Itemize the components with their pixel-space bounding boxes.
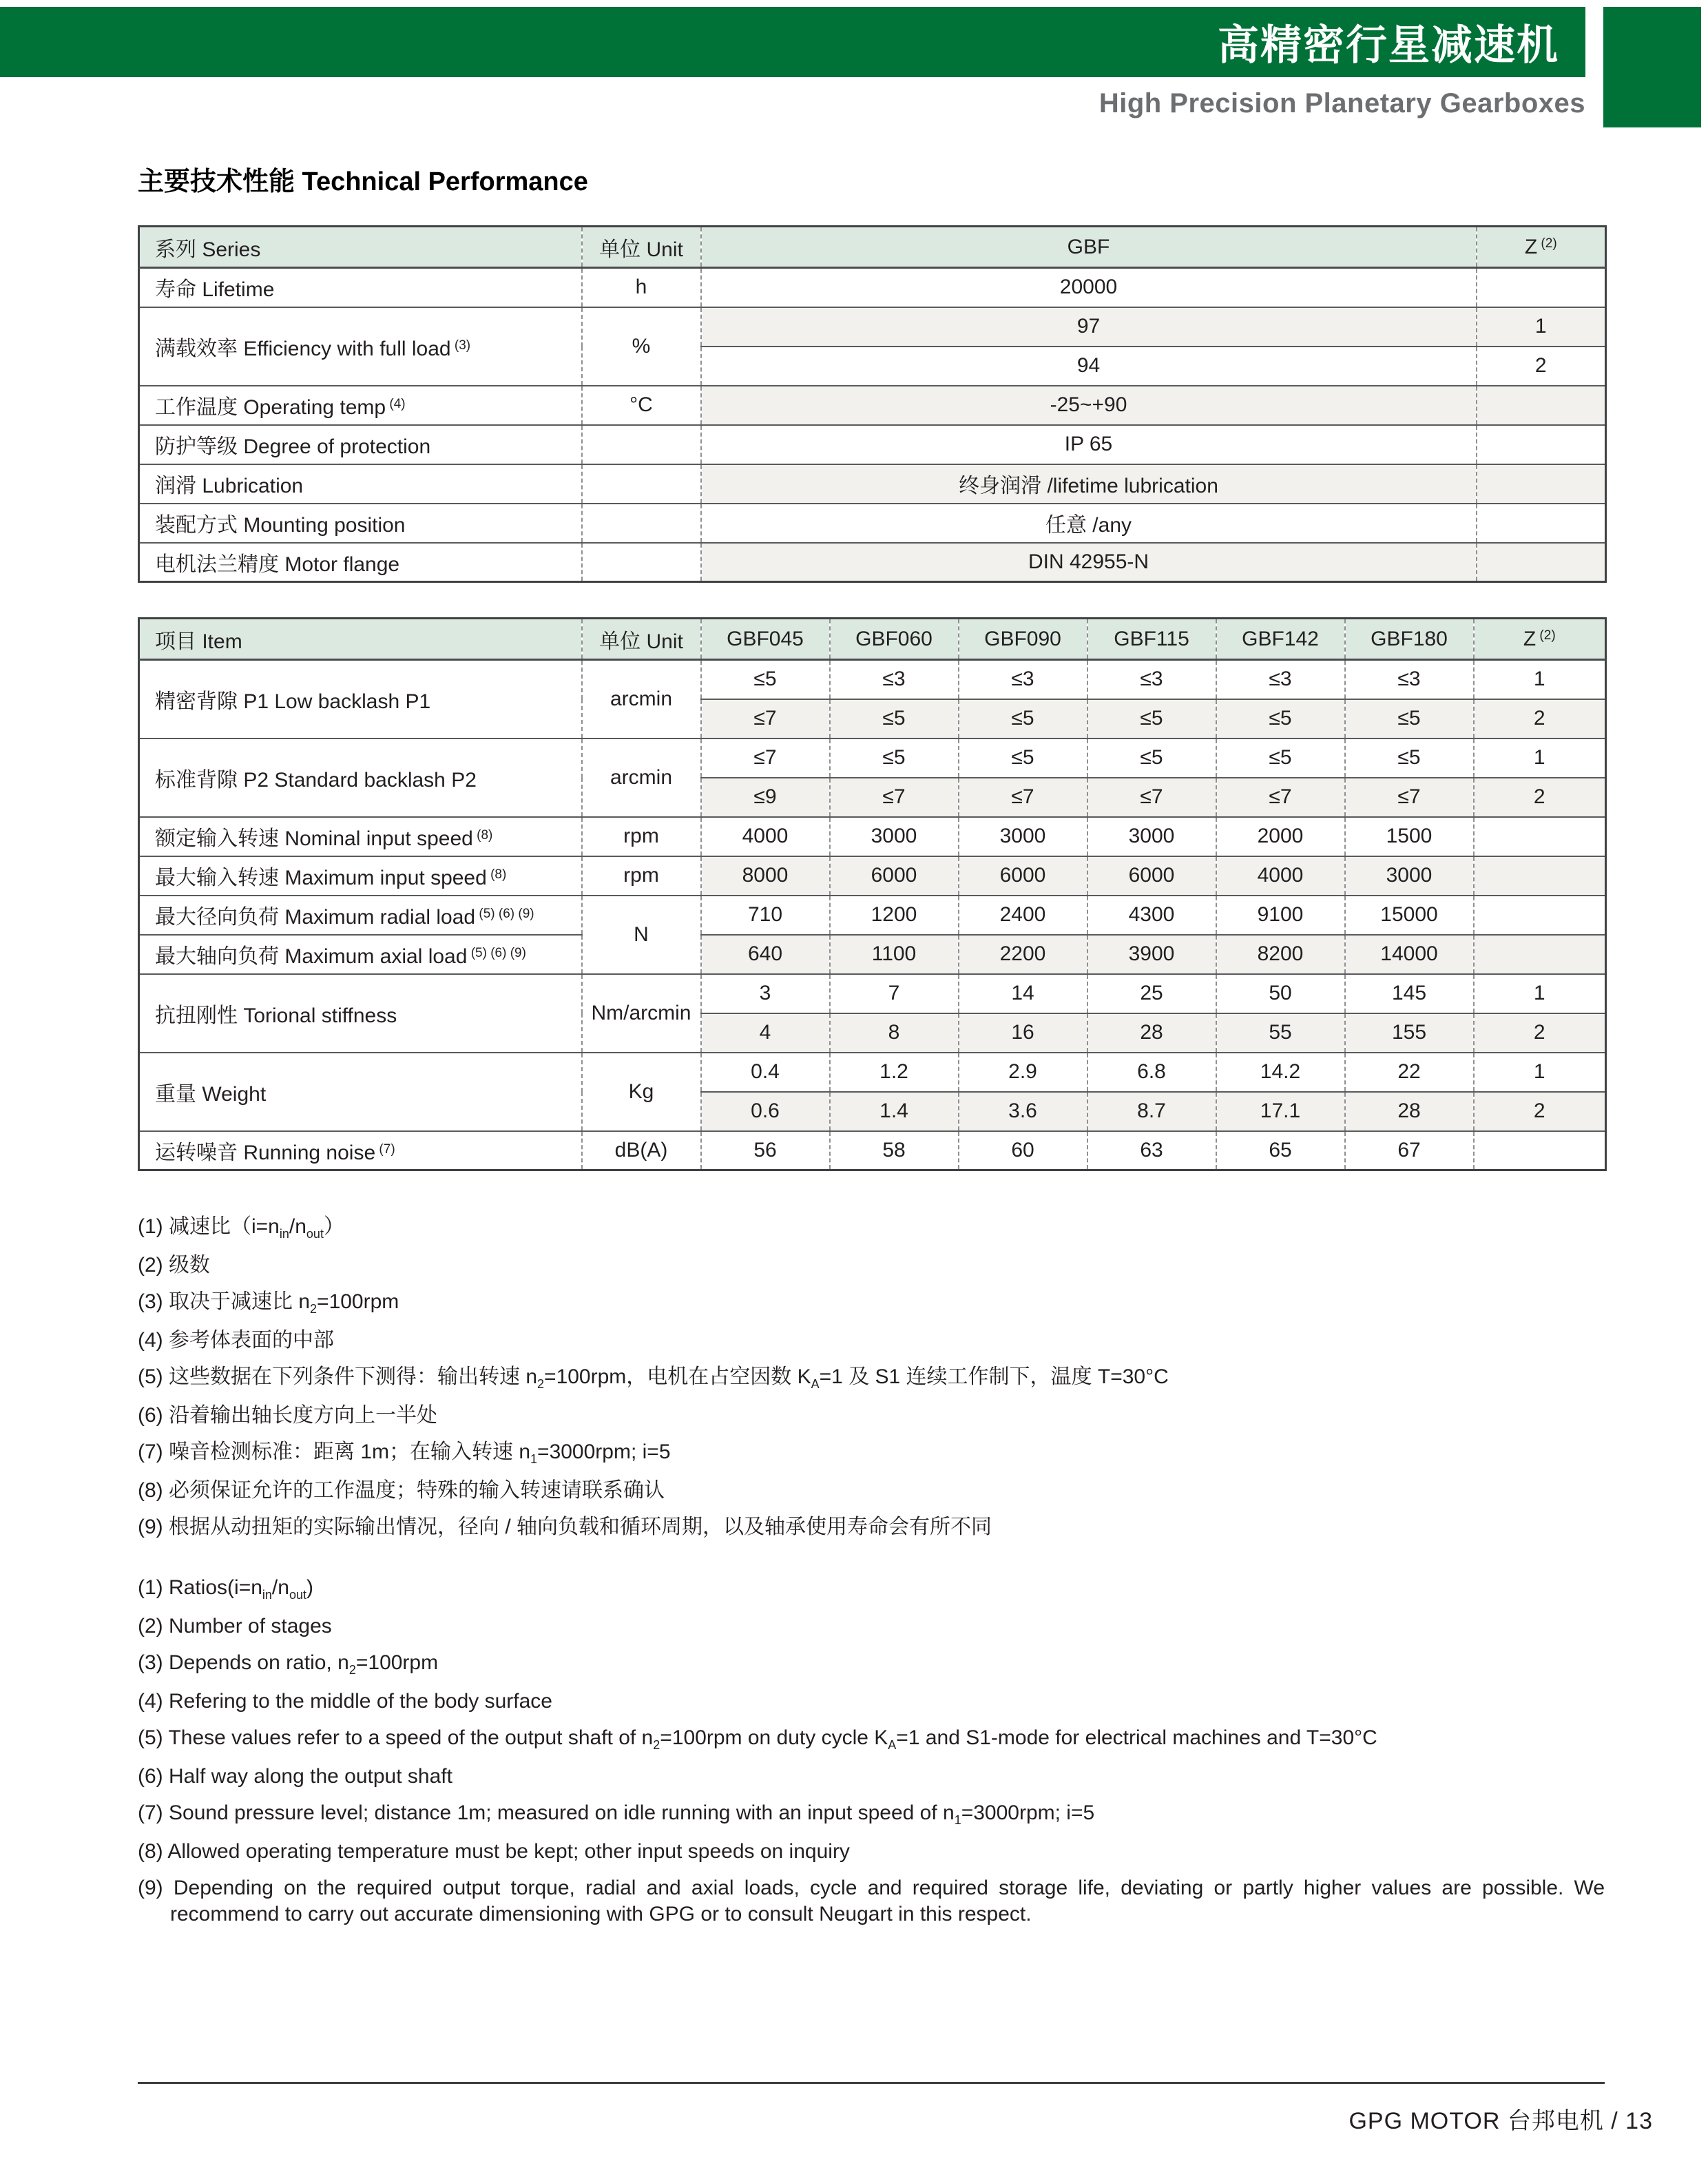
section-title: 主要技术性能 Technical Performance	[138, 167, 588, 196]
stage-cell: 2	[1474, 1013, 1606, 1053]
row-label: 额定输入转速 Nominal input speed $^{(8)}$	[139, 817, 582, 856]
footnote-item: (2) Number of stages	[138, 1614, 332, 1638]
stage-cell: 2	[1477, 347, 1606, 386]
value-cell: ≤7	[830, 778, 959, 817]
value-cell: 20000	[701, 268, 1477, 307]
stage-cell	[1474, 856, 1606, 896]
value-cell: 155	[1345, 1013, 1474, 1053]
footnote-item: (4) Refering to the middle of the body surface	[138, 1689, 552, 1713]
footnote-item: (5) 这些数据在下列条件下测得：输出转速 $n_2=100rpm$，电机在占空因数 $K_A=1$ 及 S1 连续工作制下，温度 T=30°C	[138, 1365, 1169, 1391]
table-row	[139, 856, 1606, 896]
stage-cell: 1	[1474, 1053, 1606, 1092]
stage-cell: 1	[1474, 974, 1606, 1013]
table-row	[139, 307, 1606, 347]
value-cell: 8	[830, 1013, 959, 1053]
row-label: 满载效率 Efficiency with full load $^{(3)}$	[139, 307, 582, 386]
footnote-item: (5) These values refer to a speed of the output shaft of $n_2=100rpm$ on duty cycle $K_A=1$ and S1-mode for electrical machines and T=30°C	[138, 1726, 1377, 1752]
value-cell: IP 65	[701, 425, 1477, 464]
value-cell: 17.1	[1216, 1092, 1345, 1131]
value-cell: ≤5	[701, 660, 830, 699]
unit-cell: °C	[582, 386, 701, 425]
stage-cell	[1477, 464, 1606, 504]
stage-cell: 2	[1474, 699, 1606, 738]
stage-cell: 1	[1474, 738, 1606, 778]
unit-cell	[582, 504, 701, 543]
stage-cell	[1474, 935, 1606, 974]
value-cell: 7	[830, 974, 959, 1013]
row-label: 抗扭刚性 Torional stiffness	[139, 974, 582, 1053]
value-cell: 16	[959, 1013, 1087, 1053]
value-cell: ≤5	[1087, 699, 1216, 738]
value-cell: ≤3	[1087, 660, 1216, 699]
row-label: 重量 Weight	[139, 1053, 582, 1131]
header-banner	[0, 7, 1585, 77]
stage-cell: 2	[1474, 1092, 1606, 1131]
column-header: 项目 Item	[139, 619, 582, 660]
value-cell: 9100	[1216, 896, 1345, 935]
value-cell: 14.2	[1216, 1053, 1345, 1092]
value-cell: 6000	[1087, 856, 1216, 896]
series-performance-table	[138, 225, 1607, 583]
unit-cell: dB(A)	[582, 1131, 701, 1170]
banner-title: 高精密行星减速机	[1218, 22, 1559, 68]
footnote-item: (8) Allowed operating temperature must be kept; other input speeds on inquiry	[138, 1839, 850, 1863]
value-cell: 4000	[1216, 856, 1345, 896]
value-cell: ≤3	[959, 660, 1087, 699]
footnote-item: (6) Half way along the output shaft	[138, 1764, 452, 1788]
value-cell: 63	[1087, 1131, 1216, 1170]
unit-cell: h	[582, 268, 701, 307]
value-cell: ≤7	[959, 778, 1087, 817]
value-cell: 145	[1345, 974, 1474, 1013]
value-cell: 2400	[959, 896, 1087, 935]
stage-cell	[1477, 543, 1606, 582]
value-cell: 3000	[959, 817, 1087, 856]
value-cell: ≤5	[830, 699, 959, 738]
table-row	[139, 738, 1606, 778]
value-cell: 终身润滑 /lifetime lubrication	[701, 464, 1477, 504]
value-cell: 4300	[1087, 896, 1216, 935]
column-header: GBF142	[1216, 619, 1345, 660]
unit-cell: arcmin	[582, 738, 701, 817]
row-label: 寿命 Lifetime	[155, 278, 275, 302]
value-cell: 1200	[830, 896, 959, 935]
footnote-item: (8) 必须保证允许的工作温度；特殊的输入转速请联系确认	[138, 1478, 665, 1502]
value-cell: 2000	[1216, 817, 1345, 856]
footnotes-chinese	[138, 1214, 1605, 1540]
value-cell: 67	[1345, 1131, 1474, 1170]
value-cell: 710	[701, 896, 830, 935]
unit-cell: rpm	[582, 817, 701, 856]
stage-cell	[1477, 425, 1606, 464]
value-cell: 14	[959, 974, 1087, 1013]
value-cell: 50	[1216, 974, 1345, 1013]
value-cell: DIN 42955-N	[701, 543, 1477, 582]
footer-text: GPG MOTOR 台邦电机 / 13	[1348, 2108, 1653, 2134]
value-cell: 任意 /any	[701, 504, 1477, 543]
column-header: Z $^{(2)}$	[1477, 227, 1606, 268]
value-cell: 15000	[1345, 896, 1474, 935]
stage-cell	[1474, 896, 1606, 935]
table-row	[139, 1131, 1606, 1170]
table-row	[139, 660, 1606, 699]
value-cell: ≤7	[701, 738, 830, 778]
value-cell: ≤3	[1345, 660, 1474, 699]
value-cell: ≤5	[1345, 699, 1474, 738]
row-label: 防护等级 Degree of protection	[139, 425, 582, 464]
value-cell: 0.4	[701, 1053, 830, 1092]
value-cell: 3000	[1087, 817, 1216, 856]
value-cell: 28	[1345, 1092, 1474, 1131]
value-cell: 6000	[830, 856, 959, 896]
page-subtitle: High Precision Planetary Gearboxes	[1098, 88, 1585, 118]
row-label: 精密背隙 P1 Low backlash P1	[155, 690, 431, 713]
value-cell: 640	[701, 935, 830, 974]
column-header: 单位 Unit	[582, 619, 701, 660]
column-header: GBF115	[1087, 619, 1216, 660]
value-cell: ≤5	[959, 738, 1087, 778]
value-cell: 2.9	[959, 1053, 1087, 1092]
column-header: GBF	[701, 227, 1477, 268]
stage-cell: 1	[1474, 660, 1606, 699]
unit-cell: rpm	[582, 856, 701, 896]
value-cell: 55	[1216, 1013, 1345, 1053]
column-header: 单位 Unit	[582, 227, 701, 268]
footnote-item: (4) 参考体表面的中部	[138, 1328, 334, 1352]
footnote-item: (9) 根据从动扭矩的实际输出情况，径向 / 轴向负载和循环周期，以及轴承使用寿命会有所不同	[138, 1515, 992, 1538]
stage-cell	[1477, 386, 1606, 425]
value-cell: 1100	[830, 935, 959, 974]
table-row	[139, 817, 1606, 856]
table-row	[139, 543, 1606, 582]
stage-cell: 1	[1477, 307, 1606, 347]
footnote-item: (3) Depends on ratio, $n_2=100rpm$	[138, 1651, 439, 1677]
value-cell: 22	[1345, 1053, 1474, 1092]
unit-cell: arcmin	[582, 660, 701, 738]
value-cell: ≤5	[830, 738, 959, 778]
value-cell: 8.7	[1087, 1092, 1216, 1131]
value-cell: ≤3	[1216, 660, 1345, 699]
value-cell: 3	[701, 974, 830, 1013]
value-cell: 8000	[701, 856, 830, 896]
table-row	[139, 1053, 1606, 1092]
value-cell: ≤7	[1345, 778, 1474, 817]
value-cell: 3.6	[959, 1092, 1087, 1131]
unit-cell	[582, 543, 701, 582]
row-label: 最大径向负荷 Maximum radial load $^{(5) (6) (9)}$	[139, 896, 582, 935]
unit-cell	[582, 425, 701, 464]
table-row	[139, 268, 1606, 307]
value-cell: 3000	[830, 817, 959, 856]
unit-cell: %	[582, 307, 701, 386]
row-label: 润滑 Lubrication	[139, 464, 582, 504]
row-label: 标准背隙 P2 Standard backlash P2	[139, 738, 582, 817]
table-row	[139, 464, 1606, 504]
value-cell: 2200	[959, 935, 1087, 974]
column-header: GBF090	[959, 619, 1087, 660]
table-row	[139, 896, 1606, 935]
row-label: 电机法兰精度 Motor flange	[139, 543, 582, 582]
table-row	[139, 504, 1606, 543]
row-label: 最大轴向负荷 Maximum axial load $^{(5) (6) (9)}$	[139, 935, 582, 974]
page-footer	[138, 2082, 1653, 2136]
footnote-item: (6) 沿着输出轴长度方向上一半处	[138, 1403, 437, 1427]
header-row	[139, 227, 1606, 268]
column-header: GBF060	[830, 619, 959, 660]
value-cell: 14000	[1345, 935, 1474, 974]
value-cell: 3900	[1087, 935, 1216, 974]
footnote-item: (9) Depending on the required output torque, radial and axial loads, cycle and required storage life, deviating or partly higher values are possible. We recommend to carry out accurate dimensioning with GPG or to consult Neugart in this respect.	[138, 1876, 1605, 1925]
value-cell: 65	[1216, 1131, 1345, 1170]
unit-cell	[582, 464, 701, 504]
value-cell: 60	[959, 1131, 1087, 1170]
value-cell: 6000	[959, 856, 1087, 896]
stage-cell	[1477, 504, 1606, 543]
row-label: 运转噪音 Running noise $^{(7)}$	[139, 1131, 582, 1170]
unit-cell: N	[582, 896, 701, 974]
row-label: 装配方式 Mounting position	[139, 504, 582, 543]
value-cell: -25~+90	[701, 386, 1477, 425]
value-cell: ≤5	[959, 699, 1087, 738]
value-cell: 4000	[701, 817, 830, 856]
row-label: 工作温度 Operating temp $^{(4)}$	[139, 386, 582, 425]
value-cell: 97	[701, 307, 1477, 347]
value-cell: 0.6	[701, 1092, 830, 1131]
value-cell: ≤7	[1087, 778, 1216, 817]
value-cell: 6.8	[1087, 1053, 1216, 1092]
value-cell: 3000	[1345, 856, 1474, 896]
header-row	[139, 619, 1606, 660]
header-green-stripe	[1603, 7, 1701, 127]
page-content	[138, 160, 1605, 1938]
value-cell: 1.2	[830, 1053, 959, 1092]
value-cell: 56	[701, 1131, 830, 1170]
column-header: GBF180	[1345, 619, 1474, 660]
value-cell: ≤5	[1216, 699, 1345, 738]
stage-cell	[1474, 817, 1606, 856]
table-row	[139, 974, 1606, 1013]
footnote-item: (7) 噪音检测标准：距离 1m；在输入转速 $n_1=3000rpm$; i=5	[138, 1440, 671, 1466]
value-cell: 28	[1087, 1013, 1216, 1053]
value-cell: 58	[830, 1131, 959, 1170]
column-header: GBF045	[701, 619, 830, 660]
stage-cell: 2	[1474, 778, 1606, 817]
unit-cell: Nm/arcmin	[582, 974, 701, 1053]
value-cell: ≤3	[830, 660, 959, 699]
footnote-item: (1) 减速比$(i=n_{in}/n_{out})$	[138, 1215, 344, 1241]
value-cell: 25	[1087, 974, 1216, 1013]
footnotes-english	[138, 1575, 1605, 1928]
table-row	[139, 386, 1606, 425]
footnote-item: (2) 级数	[138, 1253, 210, 1277]
value-cell: ≤7	[1216, 778, 1345, 817]
row-label: 最大输入转速 Maximum input speed $^{(8)}$	[139, 856, 582, 896]
footnote-item: (1) $Ratios(i=n_{in}/n_{out})$	[138, 1576, 313, 1602]
footnote-item: (7) Sound pressure level; distance 1m; measured on idle running with an input speed of $n_1=3000rpm$; i=5	[138, 1801, 1095, 1827]
value-cell: ≤5	[1345, 738, 1474, 778]
value-cell: ≤5	[1087, 738, 1216, 778]
stage-cell	[1474, 1131, 1606, 1170]
value-cell: 1.4	[830, 1092, 959, 1131]
table-row	[139, 425, 1606, 464]
value-cell: ≤9	[701, 778, 830, 817]
value-cell: ≤5	[1216, 738, 1345, 778]
model-performance-table	[138, 617, 1607, 1171]
value-cell: 1500	[1345, 817, 1474, 856]
value-cell: 8200	[1216, 935, 1345, 974]
value-cell: ≤7	[701, 699, 830, 738]
column-header: Z $^{(2)}$	[1474, 619, 1606, 660]
value-cell: 4	[701, 1013, 830, 1053]
unit-cell: Kg	[582, 1053, 701, 1131]
value-cell: 94	[701, 347, 1477, 386]
footnote-item: (3) 取决于减速比 $n_2=100rpm$	[138, 1290, 399, 1316]
footer-rule	[138, 2082, 1605, 2084]
table-row	[139, 935, 1606, 974]
stage-cell	[1477, 268, 1606, 307]
column-header: 系列 Series	[139, 227, 582, 268]
